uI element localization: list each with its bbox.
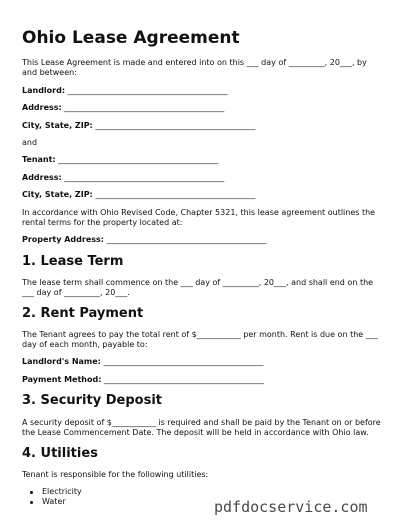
tenant-blank: ________________________________________ [58,155,219,164]
page-title: Ohio Lease Agreement [22,28,240,48]
tenant-city-label: City, State, ZIP: [22,190,93,199]
property-address-label: Property Address: [22,235,104,244]
tenant-label: Tenant: [22,155,56,164]
intro-line-2: and between: [22,68,77,77]
bullet-icon [30,491,33,494]
property-address-field [22,235,267,246]
payment-method-field [22,375,264,386]
tenant-address-field [22,173,224,184]
accordance-line-2: rental terms for the property located at: [22,218,183,227]
tenant-field [22,155,218,166]
heading-utilities: 4. Utilities [22,446,98,461]
utilities-line-1: Tenant is responsible for the following utilities: [22,470,209,479]
tenant-address-label: Address: [22,173,62,182]
rent-line-1: The Tenant agrees to pay the total rent of $___________ per month. Rent is due on the ___ [22,330,378,339]
landlord-name-field [22,357,263,368]
deposit-line-2: the Lease Commencement Date. The deposit will be held in accordance with Ohio law. [22,428,369,437]
tenant-city-blank: ________________________________________ [95,190,256,199]
property-address-blank: ________________________________________ [106,235,267,244]
landlord-address-field [22,103,224,114]
landlord-address-label: Address: [22,103,62,112]
payment-method-label: Payment Method: [22,375,102,384]
landlord-name-blank: ________________________________________ [103,357,264,366]
intro-line-1: This Lease Agreement is made and entered into on this ___ day of _________, 20___, by [22,58,367,67]
lease-term-line-2: ___ day of _________, 20___. [22,288,130,297]
utility-item-electricity: Electricity [42,487,82,496]
landlord-label: Landlord: [22,86,66,95]
heading-rent-payment: 2. Rent Payment [22,306,144,321]
accordance-line-1: In accordance with Ohio Revised Code, Chapter 5321, this lease agreement outlines the [22,208,376,217]
lease-term-line-1: The lease term shall commence on the ___ day of _________, 20___, and shall end on the [22,278,374,287]
utility-item-water: Water [42,497,66,506]
landlord-blank: ________________________________________ [67,86,228,95]
tenant-city-field [22,190,255,201]
landlord-city-field [22,121,255,132]
bullet-icon [30,501,33,504]
tenant-address-blank: ________________________________________ [64,173,225,182]
landlord-address-blank: ________________________________________ [64,103,225,112]
landlord-field [22,86,228,97]
heading-lease-term: 1. Lease Term [22,254,124,269]
heading-security-deposit: 3. Security Deposit [22,393,162,408]
landlord-name-label: Landlord's Name: [22,357,101,366]
watermark: pdfdocservice.com [214,498,368,516]
rent-line-2: day of each month, payable to: [22,340,148,349]
and-text: and [22,138,38,147]
landlord-city-blank: ________________________________________ [95,121,256,130]
payment-method-blank: ________________________________________ [103,375,264,384]
landlord-city-label: City, State, ZIP: [22,121,93,130]
deposit-line-1: A security deposit of $___________ is required and shall be paid by the Tenant on or before [22,418,381,427]
